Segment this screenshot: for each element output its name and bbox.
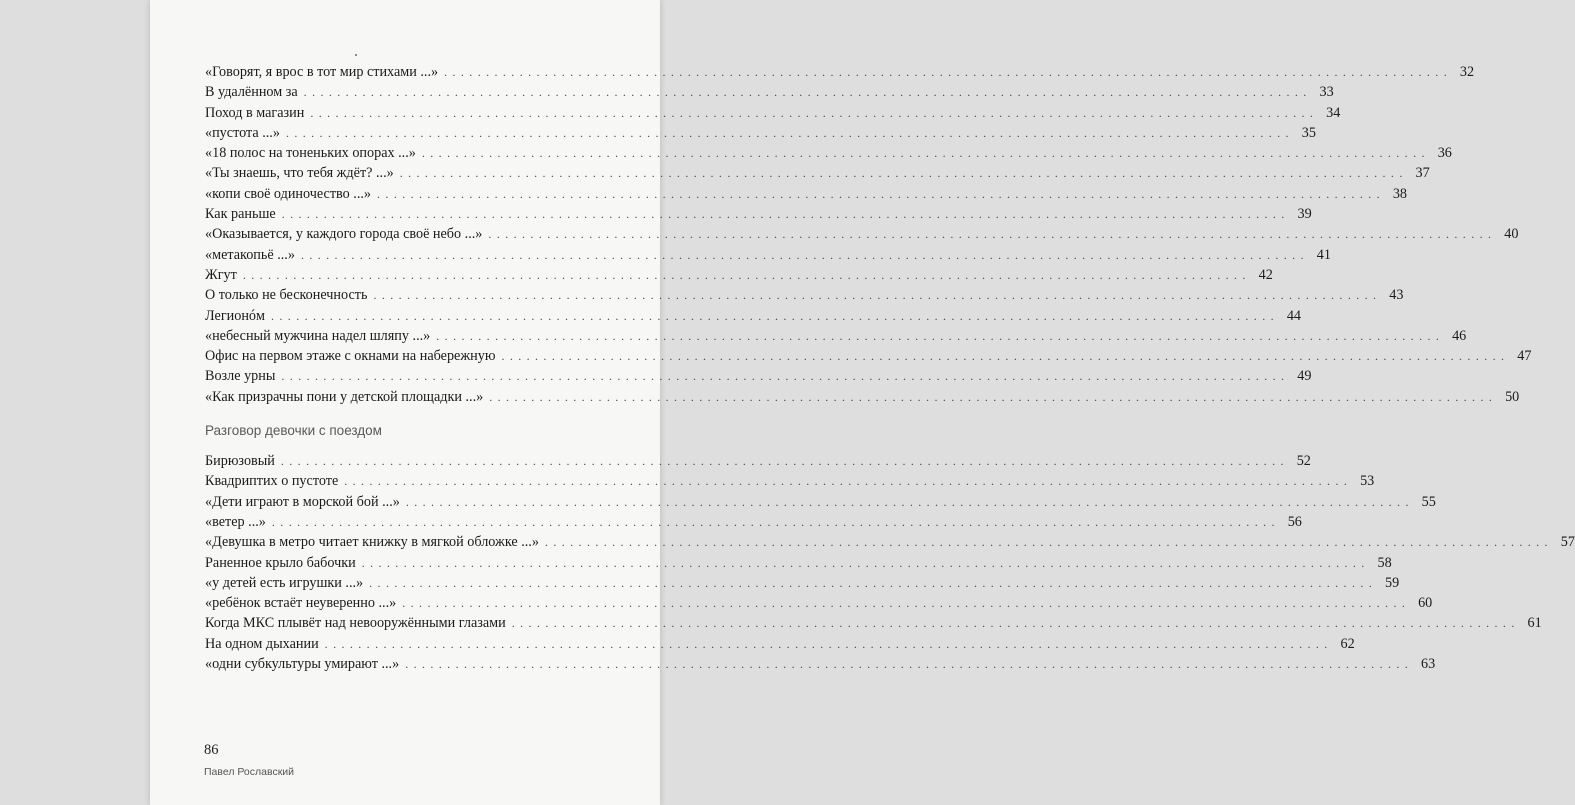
toc-entry-page: 42 bbox=[1258, 266, 1273, 283]
toc-entry-title: Квадриптих о пустоте bbox=[205, 473, 339, 490]
toc-dot-leader: ........................................................................................................................ bbox=[436, 328, 1445, 343]
toc-dot-leader: ........................................................................................................................ bbox=[421, 146, 1430, 161]
toc-entry bbox=[205, 287, 1404, 307]
toc-entry-title: Поход в магазин bbox=[205, 104, 305, 121]
toc-dot-leader: ........................................................................................................................ bbox=[271, 308, 1279, 323]
toc-entry-title: «Как призрачны пони у детской площадки ...» bbox=[205, 388, 484, 405]
toc-entry bbox=[205, 64, 1475, 84]
toc-entry-title: О только не бесконечность bbox=[205, 287, 368, 304]
toc-entry-page: 34 bbox=[1326, 104, 1341, 121]
toc-entry bbox=[205, 124, 1316, 145]
toc-dot-leader: ........................................................................................................................ bbox=[281, 369, 1290, 384]
toc-group-1 bbox=[205, 64, 1532, 409]
toc-dot-leader: ........................................................................................................................ bbox=[444, 65, 1453, 79]
toc-entry bbox=[205, 595, 1433, 615]
toc-dot-leader: ........................................................................................................................ bbox=[281, 207, 1290, 222]
toc-entry bbox=[205, 226, 1519, 246]
toc-dot-leader: ........................................................................................................................ bbox=[285, 125, 1294, 140]
toc-entry-page: 58 bbox=[1377, 554, 1392, 571]
toc-dot-leader: ........................................................................................................................ bbox=[280, 454, 1289, 469]
toc-entry-page: 41 bbox=[1316, 246, 1331, 263]
toc-entry-page: 40 bbox=[1504, 226, 1519, 243]
toc-entry-page: 62 bbox=[1340, 635, 1355, 652]
toc-entry bbox=[205, 534, 1575, 554]
toc-dot-leader: ........................................................................................................................ bbox=[402, 596, 1411, 611]
toc-entry-title: «у детей есть игрушки ...» bbox=[205, 574, 364, 591]
section-title: Разговор девочки с поездом bbox=[205, 423, 382, 439]
toc-dot-leader: ........................................................................................................................ bbox=[300, 247, 1309, 262]
page-number: 86 bbox=[204, 742, 219, 758]
toc-dot-leader: ........................................................................................................................ bbox=[488, 227, 1497, 242]
toc-entry bbox=[205, 453, 1311, 473]
toc-entry bbox=[205, 266, 1273, 287]
toc-entry bbox=[205, 84, 1334, 104]
toc-entry-page: 50 bbox=[1505, 388, 1520, 405]
toc-entry-title: Когда МКС плывёт над невооружёнными глазами bbox=[205, 615, 506, 632]
toc-entry-page: 43 bbox=[1389, 287, 1404, 304]
toc-entry-page: 35 bbox=[1301, 124, 1316, 141]
toc-entry bbox=[205, 165, 1430, 185]
toc-entry-title: «небесный мужчина надел шляпу ...» bbox=[205, 327, 431, 344]
toc-dot-leader: ........................................................................................................................ bbox=[310, 105, 1319, 120]
toc-entry bbox=[205, 327, 1467, 348]
toc-entry bbox=[205, 513, 1302, 534]
toc-entry-page: 56 bbox=[1287, 513, 1302, 530]
toc-dot-leader: ........................................................................................................................ bbox=[373, 288, 1382, 303]
toc-entry-title: В удалённом за bbox=[205, 84, 298, 101]
running-footer-author: Павел Рославский bbox=[204, 766, 295, 778]
toc-dot-leader: ........................................................................................................................ bbox=[303, 85, 1312, 100]
toc-entry-title: «Девушка в метро читает книжку в мягкой обложке ...» bbox=[205, 534, 539, 551]
book-page bbox=[150, 0, 1575, 805]
toc-entry-page: 63 bbox=[1421, 656, 1436, 673]
toc-group-2 bbox=[205, 453, 1575, 676]
toc-entry-title: На одном дыхании bbox=[205, 635, 319, 652]
toc-dot-leader: ........................................................................................................................ bbox=[271, 514, 1280, 529]
toc-entry-title: «пустота ...» bbox=[205, 124, 280, 141]
toc-entry-title: «Ты знаешь, что тебя ждёт? ...» bbox=[205, 165, 394, 182]
toc-entry-page: 57 bbox=[1560, 534, 1575, 551]
toc-entry-title: «ребёнок встаёт неуверенно ...» bbox=[205, 595, 397, 612]
toc-dot-leader: ........................................................................................................................ bbox=[405, 657, 1414, 672]
toc-dot-leader: ........................................................................................................................ bbox=[324, 636, 1333, 651]
toc-entry bbox=[205, 615, 1542, 635]
toc-dot-leader: ........................................................................................................................ bbox=[377, 186, 1386, 201]
toc-entry-page: 36 bbox=[1437, 145, 1452, 162]
toc-entry bbox=[205, 656, 1436, 676]
toc-entry bbox=[205, 206, 1312, 226]
toc-entry bbox=[205, 348, 1532, 368]
toc-dot-leader: ........................................................................................................................ bbox=[361, 555, 1370, 570]
toc-entry bbox=[205, 473, 1375, 493]
print-mark bbox=[355, 54, 357, 56]
toc-entry-page: 59 bbox=[1384, 574, 1400, 591]
toc-entry bbox=[205, 493, 1436, 514]
toc-entry-page: 52 bbox=[1296, 453, 1311, 470]
toc-dot-leader: ........................................................................................................................ bbox=[242, 267, 1251, 282]
toc-dot-leader: ........................................................................................................................ bbox=[399, 166, 1408, 181]
toc-entry-title: «18 полос на тоненьких опорах ...» bbox=[205, 145, 416, 162]
toc-entry bbox=[205, 554, 1392, 575]
toc-entry-title: Легионóм bbox=[205, 307, 265, 324]
toc-entry bbox=[205, 104, 1341, 125]
toc-entry-title: Как раньше bbox=[205, 206, 276, 223]
toc-entry bbox=[205, 388, 1520, 409]
toc-entry-title: «Оказывается, у каждого города своё небо ...» bbox=[205, 226, 483, 243]
toc-entry-title: Жгут bbox=[205, 266, 237, 283]
toc-entry-page: 55 bbox=[1421, 493, 1436, 510]
toc-entry-page: 33 bbox=[1319, 84, 1334, 101]
toc-dot-leader: ........................................................................................................................ bbox=[369, 575, 1378, 590]
toc-entry-title: Раненное крыло бабочки bbox=[205, 554, 356, 571]
toc-entry-page: 32 bbox=[1459, 64, 1475, 80]
toc-entry-page: 53 bbox=[1360, 473, 1375, 490]
toc-entry-page: 38 bbox=[1392, 185, 1408, 202]
toc-dot-leader: ........................................................................................................................ bbox=[544, 535, 1553, 550]
toc-entry-title: «одни субкультуры умирают ...» bbox=[205, 656, 400, 673]
toc-dot-leader: ........................................................................................................................ bbox=[489, 389, 1498, 404]
toc-entry bbox=[205, 635, 1355, 656]
toc-entry bbox=[205, 246, 1331, 267]
toc-dot-leader: ........................................................................................................................ bbox=[511, 616, 1520, 631]
toc-entry bbox=[205, 368, 1312, 388]
toc-entry-page: 49 bbox=[1297, 368, 1312, 385]
toc-entry-title: «метакопьё ...» bbox=[205, 246, 295, 263]
toc-entry bbox=[205, 307, 1301, 328]
toc-entry-page: 47 bbox=[1517, 348, 1532, 365]
toc-entry-page: 60 bbox=[1418, 595, 1433, 612]
toc-entry-title: «копи своё одиночество ...» bbox=[205, 185, 372, 202]
toc-entry-title: Офис на первом этаже с окнами на набережную bbox=[205, 348, 496, 365]
toc-entry bbox=[205, 185, 1408, 206]
toc-entry-page: 61 bbox=[1527, 615, 1542, 632]
toc-entry bbox=[205, 145, 1452, 165]
toc-entry-page: 46 bbox=[1452, 327, 1467, 344]
toc-entry-title: «Дети играют в морской бой ...» bbox=[205, 493, 400, 510]
toc-entry-page: 44 bbox=[1286, 307, 1301, 324]
toc-dot-leader: ........................................................................................................................ bbox=[405, 494, 1414, 509]
toc-entry-title: «Говорят, я врос в тот мир стихами ...» bbox=[205, 64, 439, 80]
toc-entry-title: Бирюзовый bbox=[205, 453, 275, 470]
toc-dot-leader: ........................................................................................................................ bbox=[501, 349, 1510, 364]
toc-entry-page: 39 bbox=[1297, 206, 1312, 223]
table-of-contents bbox=[205, 64, 1575, 676]
toc-entry-title: Возле урны bbox=[205, 368, 276, 385]
toc-entry-title: «ветер ...» bbox=[205, 513, 266, 530]
toc-entry bbox=[205, 574, 1400, 595]
toc-dot-leader: ........................................................................................................................ bbox=[344, 474, 1353, 489]
toc-entry-page: 37 bbox=[1415, 165, 1430, 182]
